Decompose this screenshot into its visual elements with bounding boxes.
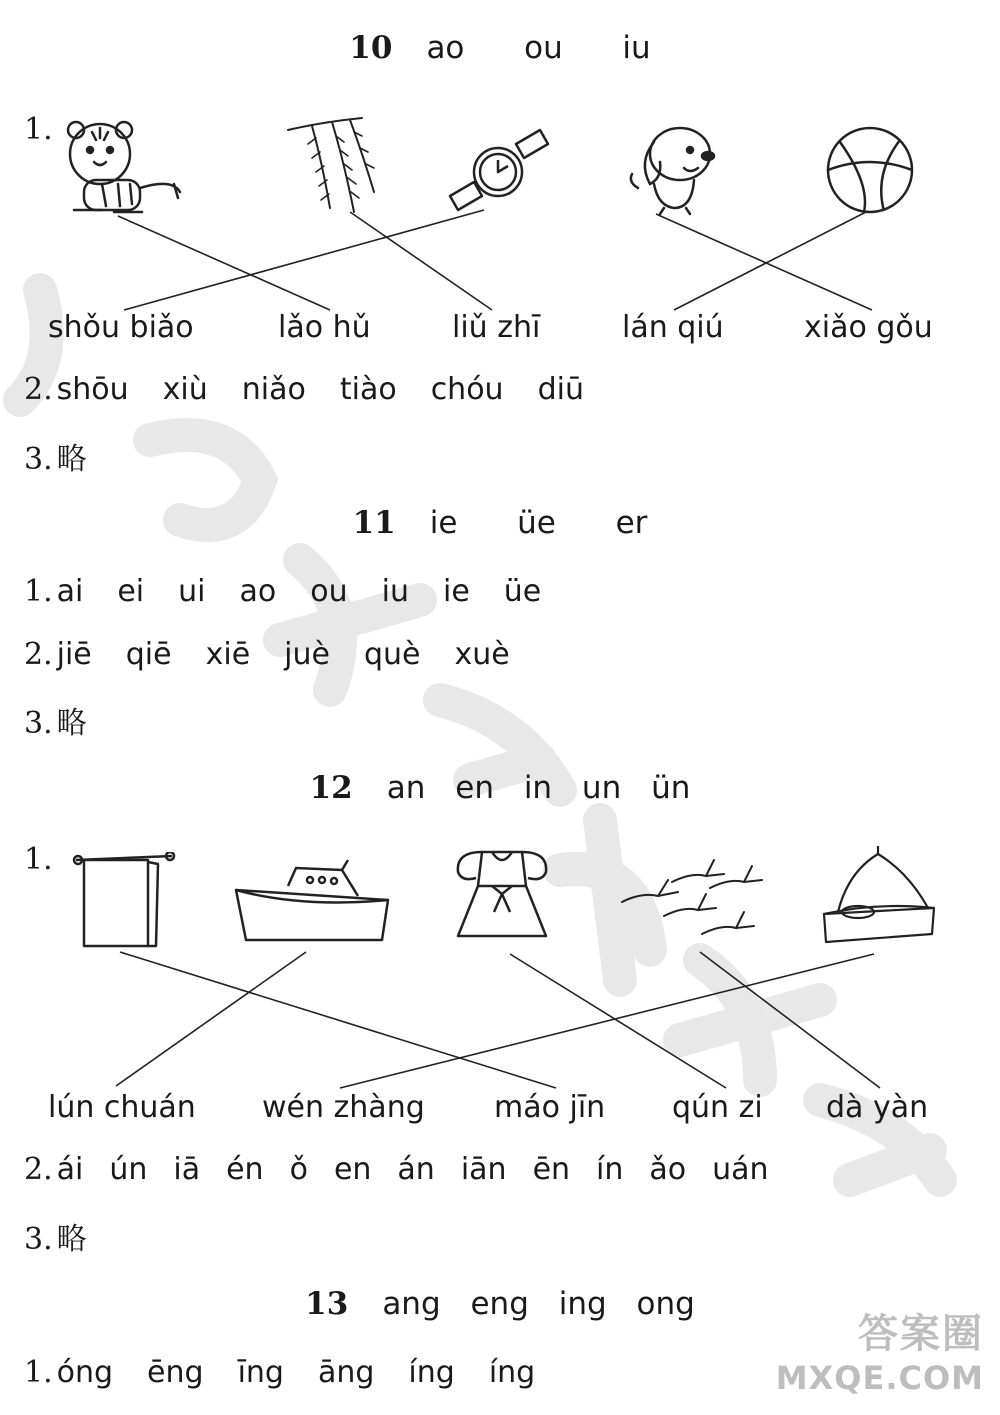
answer-item: xiù [162, 372, 208, 407]
answer-word: lún chuán [48, 1090, 196, 1125]
answer-item: iu [381, 574, 409, 609]
section-12-q2: 2. ái ún iā én ǒ en án iān ēn ín ǎo uán [24, 1152, 769, 1187]
section-10-q2: 2. shōu xiù niǎo tiào chóu diū [24, 372, 584, 407]
answer-item: án [397, 1152, 435, 1187]
answer-word: qún zi [672, 1090, 763, 1125]
answer-item: üe [503, 574, 542, 609]
section-12-title [0, 770, 1000, 806]
section-12-q1-label: 1. [24, 842, 53, 877]
section-number: 11 [352, 505, 396, 541]
ship-icon [232, 856, 392, 946]
answer-word: shǒu biǎo [48, 310, 194, 345]
answer-text: 略 [56, 442, 87, 477]
answer-word: xiǎo gǒu [804, 310, 933, 345]
answer-item: én [226, 1152, 264, 1187]
section-number: 10 [349, 30, 393, 66]
answer-word: lǎo hǔ [278, 310, 371, 345]
answer-item: iā [173, 1152, 201, 1187]
section-title-pinyin: ie üe er [429, 505, 648, 541]
site-watermark-name: 答案圈 [858, 1311, 984, 1357]
section-title-pinyin: ang eng ing ong [382, 1286, 695, 1322]
section-10-q1-label: 1. [24, 112, 53, 147]
answer-item: qiē [125, 637, 172, 672]
dress-icon [452, 846, 552, 942]
section-number: 12 [309, 770, 353, 806]
answer-item: ao [239, 574, 277, 609]
answer-item: chóu [430, 372, 504, 407]
answer-item: jiē [56, 637, 92, 672]
answer-item: ei [117, 574, 145, 609]
answer-item: iān [460, 1152, 507, 1187]
site-watermark-url: MXQE.COM [775, 1359, 984, 1397]
section-13-q1: 1. óng ēng īng āng íng íng [24, 1355, 536, 1390]
answer-word: máo jīn [494, 1090, 606, 1125]
answer-item: ēng [147, 1355, 204, 1390]
mosquito-net-bed-icon [818, 842, 938, 950]
answer-item: diū [537, 372, 584, 407]
answer-item: ie [442, 574, 470, 609]
answer-item: ou [310, 574, 348, 609]
section-10-title [0, 30, 1000, 66]
answer-item: tiào [339, 372, 397, 407]
section-12-matching-lines [0, 946, 1000, 1096]
section-10-q3: 3. 略 [24, 442, 87, 477]
section-11-title [0, 505, 1000, 541]
section-11-q1: 1. ai ei ui ao ou iu ie üe [24, 574, 542, 609]
answer-word: dà yàn [826, 1090, 929, 1125]
answer-item: īng [237, 1355, 284, 1390]
answer-item: íng [408, 1355, 455, 1390]
answer-item: shōu [56, 372, 129, 407]
answer-text: 略 [56, 706, 87, 741]
section-title-pinyin: ao ou iu [426, 30, 651, 66]
answer-item: ái [56, 1152, 84, 1187]
site-watermark [776, 1302, 984, 1397]
answer-item: íng [488, 1355, 536, 1390]
answer-item: ai [56, 574, 84, 609]
towel-icon [72, 852, 176, 952]
answer-item: niǎo [241, 372, 306, 407]
answer-item: què [363, 637, 421, 672]
answer-item: ǎo [649, 1152, 687, 1187]
answer-item: āng [317, 1355, 375, 1390]
section-number: 13 [305, 1286, 349, 1322]
section-title-pinyin: an en in un ün [386, 770, 691, 806]
answer-item: xuè [454, 637, 510, 672]
answer-item: ǒ [289, 1152, 308, 1187]
wild-geese-icon [618, 852, 764, 944]
answer-item: óng [56, 1355, 114, 1390]
answer-item: ín [596, 1152, 624, 1187]
answer-word: wén zhàng [262, 1090, 425, 1125]
answer-item: en [333, 1152, 372, 1187]
section-12-q3: 3. 略 [24, 1222, 87, 1257]
answer-item: uán [712, 1152, 769, 1187]
answer-item: juè [284, 637, 330, 672]
answer-word: liǔ zhī [452, 310, 541, 345]
section-11-q3: 3. 略 [24, 706, 87, 741]
answer-item: xiē [205, 637, 251, 672]
answer-word: lán qiú [622, 310, 724, 345]
answer-item: ēn [532, 1152, 571, 1187]
answer-item: ún [109, 1152, 148, 1187]
answer-item: ui [178, 574, 206, 609]
section-10-matching-lines [0, 200, 1000, 320]
answer-text: 略 [56, 1222, 87, 1257]
section-11-q2: 2. jiē qiē xiē juè què xuè [24, 637, 510, 672]
